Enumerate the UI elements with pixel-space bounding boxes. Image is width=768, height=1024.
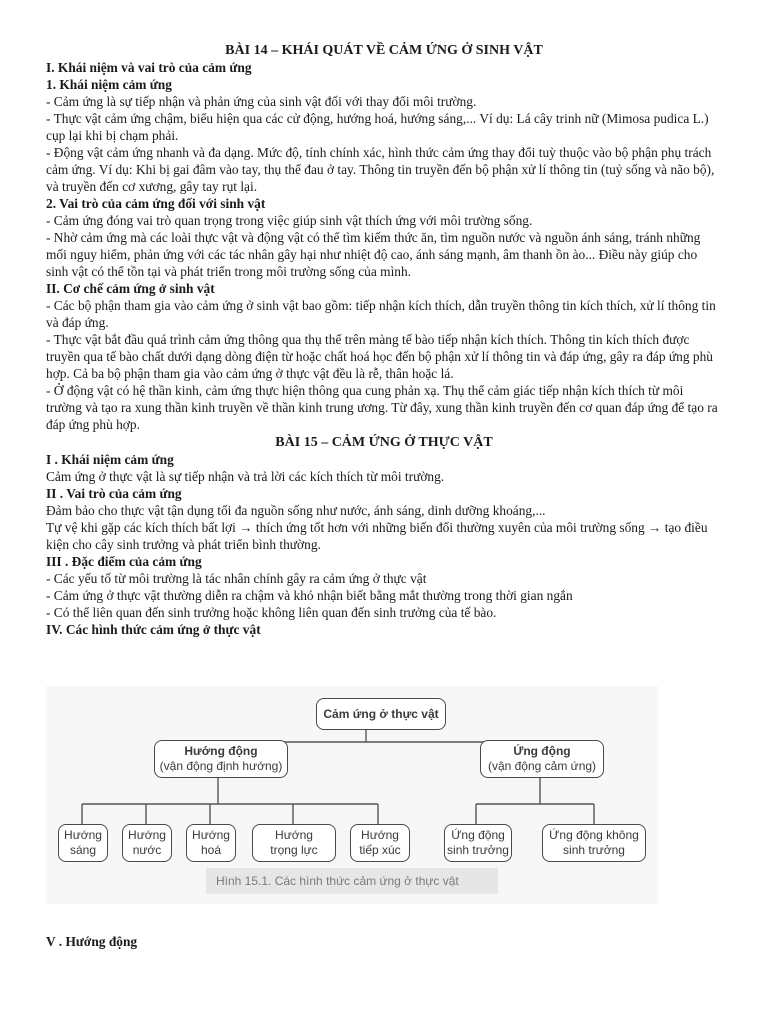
leaf-line-1: Hướng	[128, 828, 166, 842]
leaf-line-1: Ứng động	[451, 828, 505, 842]
section-heading: I . Khái niệm cảm ứng	[46, 452, 174, 467]
leaf-line-1: Hướng	[275, 828, 313, 842]
paragraph: - Thực vật cảm ứng chậm, biểu hiện qua các cử động, hướng hoá, hướng sáng,... Ví dụ: Lá cây trinh nữ (Mimosa pudica L.) cụp lại khi bị chạm phải.	[46, 111, 709, 143]
section-heading: I. Khái niệm và vai trò của cảm ứng	[46, 60, 252, 75]
tropism-node	[154, 740, 288, 778]
paragraph: - Có thể liên quan đến sinh trưởng hoặc không liên quan đến sinh trưởng của tế bào.	[46, 605, 497, 620]
paragraph: Tự vệ khi gặp các kích thích bất lợi → thích ứng tốt hơn với những biến đổi thường xuyên của môi trường sống → tạo điều kiện cho cây sinh trưởng và phát triển bình thường.	[46, 520, 708, 552]
section-heading: II . Vai trò của cảm ứng	[46, 486, 182, 501]
leaf-node-gravitropism	[252, 824, 336, 862]
figure-caption: Hình 15.1. Các hình thức cảm ứng ở thực vật	[206, 868, 498, 894]
leaf-node-growth-nastic	[444, 824, 512, 862]
paragraph: - Nhờ cảm ứng mà các loài thực vật và động vật có thể tìm kiếm thức ăn, tìm nguồn nước và nguồn ánh sáng, tránh những mối nguy hiểm, phản ứng với các tác nhân gây hại như nhiệt độ cao, ánh sáng mạnh, âm thanh ồn ào... Điều này giúp cho sinh vật có thể tồn tại và phát triển trong môi trường sống của mình.	[46, 230, 701, 279]
root-node	[316, 698, 446, 730]
paragraph: - Cảm ứng đóng vai trò quan trọng trong việc giúp sinh vật thích ứng với môi trường sống.	[46, 213, 533, 228]
paragraph: - Động vật cảm ứng nhanh và đa dạng. Mức độ, tính chính xác, hình thức cảm ứng thay đổi tuỳ thuộc vào bộ phận phụ trách cảm ứng. Ví dụ: Khi bị gai đâm vào tay, thụ thể đau ở tay. Thông tin truyền đến bộ phận xử lí thông tin (tuỷ sống và não bộ), và truyền đến cơ xương, gây tay rụt lại.	[46, 145, 715, 194]
section-heading-tropism: V . Hướng động	[46, 934, 138, 949]
nastic-subtitle: (vận động cảm ứng)	[487, 759, 597, 773]
lesson-15-title: BÀI 15 – CẢM ỨNG Ở THỰC VẬT	[275, 435, 493, 450]
leaf-line-1: Hướng	[361, 828, 399, 842]
paragraph: - Cảm ứng là sự tiếp nhận và phản ứng của sinh vật đối với thay đổi môi trường.	[46, 94, 477, 109]
paragraph: Cảm ứng ở thực vật là sự tiếp nhận và trả lời các kích thích từ môi trường.	[46, 469, 445, 484]
leaf-node-nongrowth-nastic	[542, 824, 646, 862]
tropism-title: Hướng động	[184, 744, 258, 758]
section-heading: IV. Các hình thức cảm ứng ở thực vật	[46, 622, 261, 637]
section-heading: III . Đặc điểm của cảm ứng	[46, 554, 202, 569]
leaf-line-2: sáng	[69, 843, 97, 857]
tropism-subtitle: (vận động định hướng)	[159, 759, 283, 773]
tropism-diagram	[46, 686, 658, 904]
subsection-heading: 1. Khái niệm cảm ứng	[46, 77, 172, 92]
subsection-heading: 2. Vai trò của cảm ứng đối với sinh vật	[46, 196, 266, 211]
leaf-line-2: nước	[132, 843, 162, 857]
leaf-line-1: Ứng động không	[549, 828, 639, 842]
leaf-line-2: tiếp xúc	[359, 843, 401, 857]
paragraph: - Thực vật bắt đầu quá trình cảm ứng thông qua thụ thể trên màng tế bào tiếp nhận kích thích. Thông tin kích thích được truyền qua tế bào chất dưới dạng dòng điện từ hoặc chất hoá học đến bộ phận xử lí thông tin và đáp ứng, gây ra đáp ứng phù hợp. Cả ba bộ phận tham gia vào cảm ứng ở thực vật đều là rễ, thân hoặc lá.	[46, 332, 713, 381]
section-heading: II. Cơ chế cảm ứng ở sinh vật	[46, 281, 215, 296]
nastic-node	[480, 740, 604, 778]
leaf-line-2: hoá	[200, 843, 222, 857]
paragraph: Đảm bảo cho thực vật tận dụng tối đa nguồn sống như nước, ánh sáng, dinh dưỡng khoáng,...	[46, 503, 546, 518]
nastic-title: Ứng động	[513, 744, 571, 758]
leaf-line-2: trọng lực	[270, 843, 318, 857]
paragraph: - Các bộ phận tham gia vào cảm ứng ở sinh vật bao gồm: tiếp nhận kích thích, dẫn truyền thông tin kích thích, xử lí thông tin và đáp ứng.	[46, 298, 716, 330]
leaf-line-2: sinh trưởng	[563, 843, 625, 857]
root-label: Cảm ứng ở thực vật	[323, 706, 439, 721]
paragraph: - Cảm ứng ở thực vật thường diễn ra chậm và khó nhận biết bằng mắt thường trong thời gian ngắn	[46, 588, 573, 603]
leaf-line-2: sinh trưởng	[447, 843, 509, 857]
leaf-line-1: Hướng	[64, 828, 102, 842]
leaf-node-hydrotropism	[122, 824, 172, 862]
paragraph: - Các yếu tố từ môi trường là tác nhân chính gây ra cảm ứng ở thực vật	[46, 571, 427, 586]
leaf-node-thigmotropism	[350, 824, 410, 862]
leaf-node-phototropism	[58, 824, 108, 862]
lesson-14-title: BÀI 14 – KHÁI QUÁT VỀ CẢM ỨNG Ở SINH VẬT	[225, 43, 543, 58]
paragraph: - Ở động vật có hệ thần kinh, cảm ứng thực hiện thông qua cung phản xạ. Thụ thể cảm giác tiếp nhận kích thích từ môi trường và tạo ra xung thần kinh truyền về thần kinh trung ương. Từ đây, xung thần kinh truyền đến cơ quan đáp ứng để tạo ra đáp ứng phù hợp.	[46, 383, 718, 432]
leaf-node-chemotropism	[186, 824, 236, 862]
leaf-line-1: Hướng	[192, 828, 230, 842]
document-body	[46, 42, 722, 638]
